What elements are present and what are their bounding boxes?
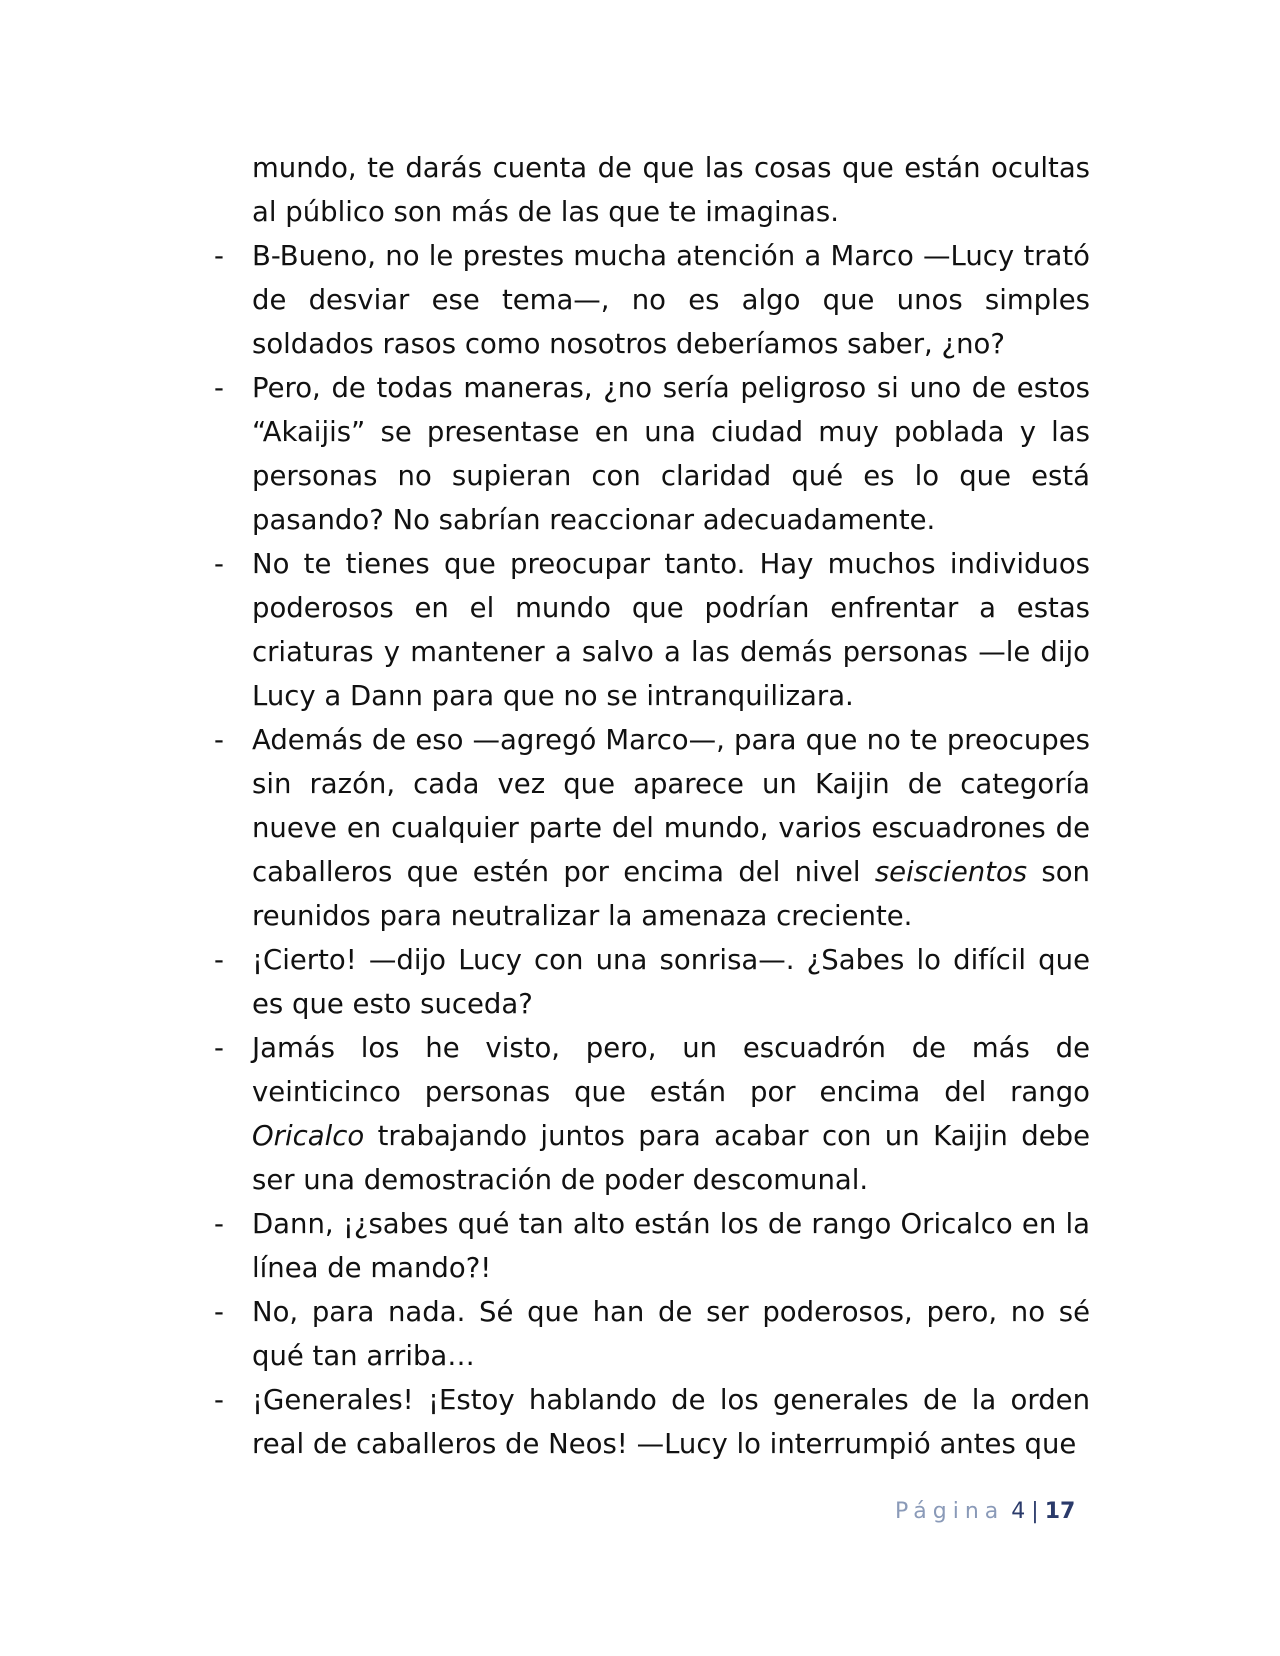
dialogue-dash: -: [214, 1208, 224, 1240]
dialogue-text: B-Bueno, no le prestes mucha atención a Marco —Lucy trató de desviar ese tema—, no es algo que unos simples soldados rasos como nosotros deberíamos saber, ¿no?: [252, 240, 1090, 360]
page-separator: |: [1031, 1499, 1039, 1524]
dialogue-dash: -: [214, 1296, 224, 1328]
dialogue-line: [210, 234, 1090, 366]
dialogue-dash: -: [214, 724, 224, 756]
dialogue-line: [210, 366, 1090, 542]
dialogue-text: Jamás los he visto, pero, un escuadrón de más de veinticinco personas que están por encima del rango: [252, 1032, 1090, 1108]
dialogue-dash: -: [214, 372, 224, 404]
dialogue-dash: -: [214, 548, 224, 580]
dialogue-text: trabajando juntos para acabar con un Kaijin debe ser una demostración de poder descomunal.: [252, 1120, 1090, 1196]
dialogue-text: Pero, de todas maneras, ¿no sería peligroso si uno de estos “Akaijis” se presentase en una ciudad muy poblada y las personas no supieran con claridad qué es lo que está pasando? No sabrían reaccionar adecuadamente.: [252, 372, 1090, 536]
paragraph-continuation: [210, 146, 1090, 234]
page-total: 17: [1044, 1499, 1076, 1524]
dialogue-dash: -: [214, 240, 224, 272]
paragraph-text: mundo, te darás cuenta de que las cosas que están ocultas al público son más de las que te imaginas.: [252, 152, 1090, 228]
page-label: Página: [895, 1499, 1005, 1524]
dialogue-line: [210, 718, 1090, 938]
page-number: 4: [1011, 1499, 1026, 1524]
dialogue-text: No, para nada. Sé que han de ser poderosos, pero, no sé qué tan arriba…: [252, 1296, 1090, 1372]
dialogue-line: [210, 1026, 1090, 1202]
dialogue-line: [210, 938, 1090, 1026]
dialogue-text: Además de eso —agregó Marco—, para que no te preocupes sin razón, cada vez que aparece un Kaijin de categoría nueve en cualquier parte del mundo, varios escuadrones de caballeros que estén por encima del nivel: [252, 724, 1090, 888]
dialogue-dash: -: [214, 944, 224, 976]
dialogue-line: [210, 1378, 1090, 1466]
dialogue-text: ¡Generales! ¡Estoy hablando de los generales de la orden real de caballeros de Neos! —Lucy lo interrumpió antes que: [252, 1384, 1090, 1460]
page-footer: [895, 1497, 1075, 1527]
body-text: [210, 146, 1090, 1466]
italic-term: Oricalco: [252, 1120, 365, 1152]
dialogue-line: [210, 542, 1090, 718]
dialogue-text: No te tienes que preocupar tanto. Hay muchos individuos poderosos en el mundo que podrían enfrentar a estas criaturas y mantener a salvo a las demás personas —le dijo Lucy a Dann para que no se intranquilizara.: [252, 548, 1090, 712]
dialogue-dash: -: [214, 1032, 224, 1064]
dialogue-line: [210, 1290, 1090, 1378]
dialogue-text: son reunidos para neutralizar la amenaza creciente.: [252, 856, 1090, 932]
dialogue-text: Dann, ¡¿sabes qué tan alto están los de rango Oricalco en la línea de mando?!: [252, 1208, 1090, 1284]
italic-term: seiscientos: [874, 856, 1028, 888]
dialogue-line: [210, 1202, 1090, 1290]
dialogue-dash: -: [214, 1384, 224, 1416]
dialogue-text: ¡Cierto! —dijo Lucy con una sonrisa—. ¿Sabes lo difícil que es que esto suceda?: [252, 944, 1090, 1020]
